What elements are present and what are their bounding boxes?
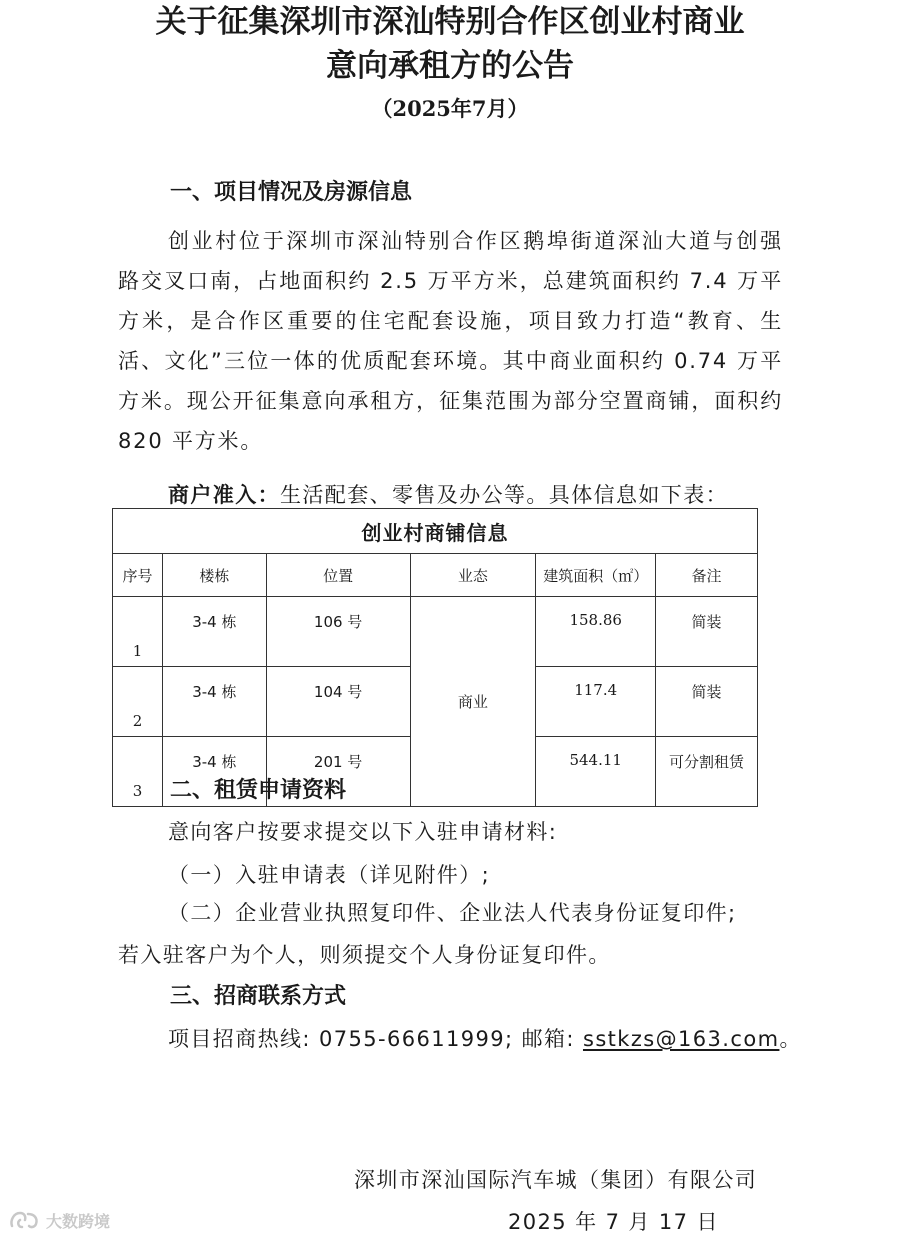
table-header-area: 建筑面积（㎡） [536, 554, 656, 597]
section1-paragraph [118, 221, 783, 461]
watermark [8, 1208, 110, 1232]
shop-info-table [112, 508, 758, 807]
table-header-business-type: 业态 [410, 554, 536, 597]
row-building: 3-4 栋 [162, 737, 266, 807]
section2-item1: （一）入驻申请表（详见附件）; [168, 863, 491, 887]
admission-line [168, 480, 728, 510]
section1-heading: 一、项目情况及房源信息 [170, 180, 413, 205]
row-no: 1 [113, 597, 163, 667]
row-location: 104 号 [266, 667, 410, 737]
table-row [113, 597, 758, 667]
admission-label: 商户准入： [168, 483, 280, 507]
document-title-line2: 意向承租方的公告 [326, 48, 574, 84]
logo-mark-icon [8, 1208, 42, 1232]
signature-date: 2025 年 7 月 17 日 [508, 1210, 719, 1234]
section3-heading: 三、招商联系方式 [170, 984, 347, 1009]
document-date-line: （2025年7月） [371, 96, 529, 121]
table-header-building: 楼栋 [162, 554, 266, 597]
email-label: 邮箱: [521, 1027, 575, 1051]
row-area: 117.4 [536, 667, 656, 737]
row-area: 544.11 [536, 737, 656, 807]
document-title-line1: 关于征集深圳市深汕特别合作区创业村商业 [155, 4, 745, 40]
row-area: 158.86 [536, 597, 656, 667]
row-building: 3-4 栋 [162, 667, 266, 737]
row-note: 简装 [656, 667, 758, 737]
email-suffix: 。 [779, 1027, 802, 1051]
row-business-type: 商业 [410, 597, 536, 807]
row-note: 可分割租赁 [656, 737, 758, 807]
table-caption: 创业村商铺信息 [113, 509, 758, 554]
section1-paragraph-text: 创业村位于深圳市深汕特别合作区鹅埠街道深汕大道与创强路交叉口南，占地面积约 2.5 万平方米，总建筑面积约 7.4 万平方米，是合作区重要的住宅配套设施，项目致力打造“教育、生活、文化”三位一体的优质配套环境。其中商业面积约 0.74 万平方米。现公开征集意向承租方，征集范围为部分空置商铺，面积约 820 平方米。 [118, 229, 783, 453]
table-header-row [113, 554, 758, 597]
table-header-no: 序号 [113, 554, 163, 597]
section2-item2-continued: 若入驻客户为个人，则须提交个人身份证复印件。 [118, 943, 611, 967]
table-header-location: 位置 [266, 554, 410, 597]
row-location: 106 号 [266, 597, 410, 667]
watermark-text: 大数跨境 [46, 1211, 111, 1231]
row-building: 3-4 栋 [162, 597, 266, 667]
contact-line [168, 1024, 802, 1054]
section2-item2: （二）企业营业执照复印件、企业法人代表身份证复印件; [168, 901, 737, 925]
row-location: 201 号 [266, 737, 410, 807]
signature-company: 深圳市深汕国际汽车城（集团）有限公司 [354, 1168, 758, 1192]
row-note: 简装 [656, 597, 758, 667]
email-link[interactable]: sstkzs@163.com [582, 1027, 780, 1051]
section2-heading: 二、租赁申请资料 [170, 778, 347, 803]
hotline-label: 项目招商热线: [168, 1027, 311, 1051]
section2-intro: 意向客户按要求提交以下入驻申请材料: [168, 820, 558, 844]
row-no: 2 [113, 667, 163, 737]
table-header-note: 备注 [656, 554, 758, 597]
row-no: 3 [113, 737, 163, 807]
admission-text: 生活配套、零售及办公等。具体信息如下表： [280, 483, 728, 507]
hotline-number: 0755-66611999; [318, 1027, 514, 1051]
